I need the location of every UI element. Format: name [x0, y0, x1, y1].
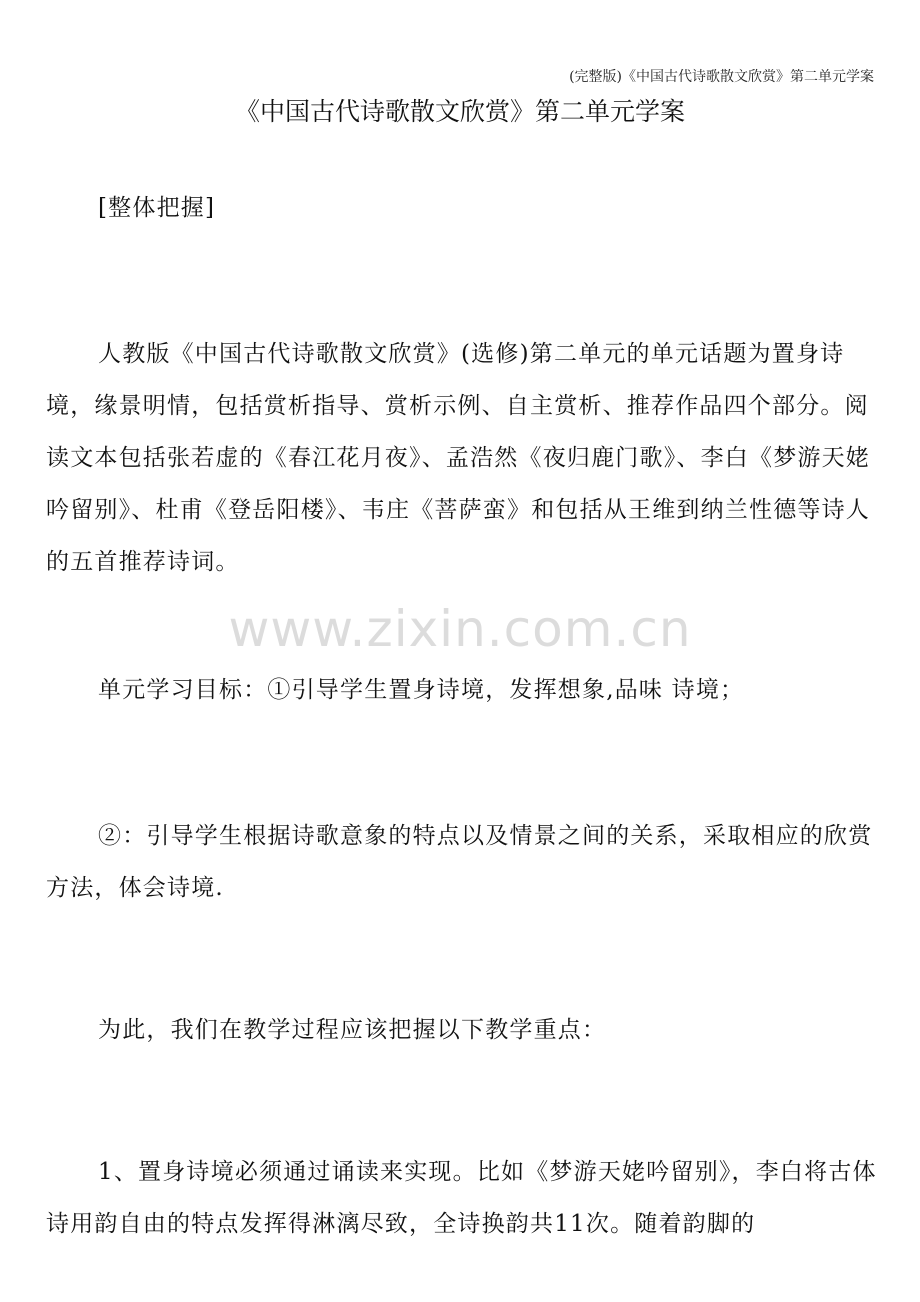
running-header: (完整版)《中国古代诗歌散文欣赏》第二单元学案 [569, 69, 874, 85]
paragraph-focus: 为此，我们在教学过程应该把握以下教学重点： [98, 1017, 607, 1043]
section-heading: [整体把握] [98, 195, 216, 221]
paragraph-point-1: 1、置身诗境必须通过诵读来实现。比如《梦游天姥吟留别》，李白将古体诗用韵自由的特点发挥得淋漓尽致，全诗换韵共11次。随着韵脚的 [46, 1159, 877, 1237]
paragraph-goal-1: 单元学习目标：①引导学生置身诗境，发挥想象,品味 诗境； [98, 677, 745, 703]
paragraph-goal-2: ②：引导学生根据诗歌意象的特点以及情景之间的关系，采取相应的欣赏方法，体会诗境. [46, 823, 873, 901]
document-title: 《中国古代诗歌散文欣赏》第二单元学案 [234, 97, 685, 126]
watermark: www.zixin.com.cn [228, 600, 692, 658]
paragraph-intro: 人教版《中国古代诗歌散文欣赏》(选修)第二单元的单元话题为置身诗境，缘景明情，包括赏析指导、赏析示例、自主赏析、推荐作品四个部分。阅读文本包括张若虚的《春江花月夜》、孟浩然《夜归鹿门歌》、李白《梦游天姥吟留别》、杜甫《登岳阳楼》、韦庄《菩萨蛮》和包括从王维到纳兰性德等诗人的五首推荐诗词。 [46, 341, 870, 575]
